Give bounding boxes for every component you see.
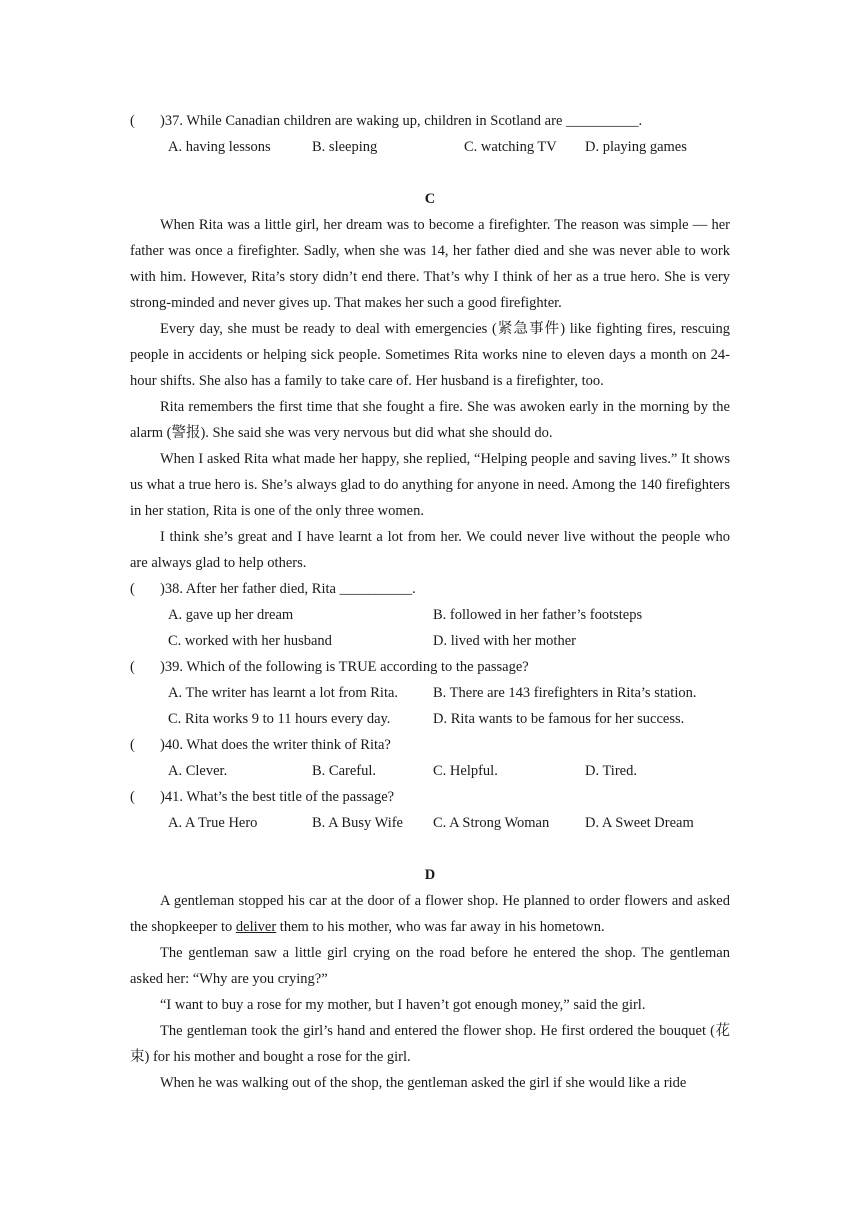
option-c: C. A Strong Woman (433, 815, 550, 831)
option-a: A. The writer has learnt a lot from Rita. (168, 685, 399, 701)
question-41-options (130, 810, 730, 836)
answer-blank[interactable]: ( (130, 659, 135, 675)
passage-d-paragraph-1 (130, 888, 730, 940)
option-c: C. worked with her husband (168, 633, 332, 649)
option-b: B. followed in her father’s footsteps (433, 607, 643, 623)
question-38 (130, 576, 730, 602)
option-d: D. Rita wants to be famous for her success. (433, 711, 685, 727)
passage-c-paragraph-3: Rita remembers the first time that she fought a fire. She was awoken early in the morning by the alarm (警报). She said she was very nervous but did what she should do. (130, 399, 730, 441)
question-40 (130, 732, 730, 758)
passage-c-paragraph-5: I think she’s great and I have learnt a lot from her. We could never live without the people who are always glad to help others. (130, 529, 730, 571)
question-37-options (130, 134, 730, 160)
question-41 (130, 784, 730, 810)
option-a: A. A True Hero (168, 815, 258, 831)
question-38-options-row-1 (130, 602, 730, 628)
passage-c-paragraph-1: When Rita was a little girl, her dream was to become a firefighter. The reason was simple — her father was once a firefighter. Sadly, when she was 14, her father died and she was never able to work with him. However, Rita’s story didn’t end there. That’s why I think of her as a true hero. She is very strong-minded and never gives up. That makes her such a good firefighter. (130, 217, 730, 311)
question-39-options-row-1 (130, 680, 730, 706)
passage-d-paragraph-3: “I want to buy a rose for my mother, but I haven’t got enough money,” said the girl. (160, 997, 646, 1013)
answer-blank[interactable]: ( (130, 113, 135, 129)
passage-c-paragraph-4: When I asked Rita what made her happy, she replied, “Helping people and saving lives.” It shows us what a true hero is. She’s always glad to do anything for anyone in need. Among the 140 firefighters in her station, Rita is one of the only three women. (130, 451, 730, 519)
option-b: B. Careful. (312, 763, 377, 779)
passage-c-paragraph-2: Every day, she must be ready to deal with emergencies (紧急事件) like fighting fires, rescuing people in accidents or helping sick people. Sometimes Rita works nine to eleven days a month on 24-hour shifts. She also has a family to take care of. Her husband is a firefighter, too. (130, 321, 730, 389)
answer-blank[interactable]: ( (130, 581, 135, 597)
section-c-heading: C (424, 191, 436, 207)
answer-blank[interactable]: ( (130, 737, 135, 753)
option-c: C. Rita works 9 to 11 hours every day. (168, 711, 391, 727)
option-b: B. A Busy Wife (312, 815, 403, 831)
option-b: B. There are 143 firefighters in Rita’s station. (433, 685, 697, 701)
question-39 (130, 654, 730, 680)
option-c: C. watching TV (464, 139, 557, 155)
passage-d-paragraph-5: When he was walking out of the shop, the gentleman asked the girl if she would like a ride (160, 1075, 687, 1091)
option-d: D. lived with her mother (433, 633, 576, 649)
question-37 (130, 108, 730, 134)
underlined-word: deliver (235, 919, 277, 935)
option-a: A. gave up her dream (168, 607, 294, 623)
question-40-options (130, 758, 730, 784)
question-39-options-row-2 (130, 706, 730, 732)
section-d-heading: D (424, 867, 436, 883)
option-b: B. sleeping (312, 139, 378, 155)
question-stem: )38. After her father died, Rita __________. (160, 581, 416, 597)
option-a: A. having lessons (168, 139, 271, 155)
option-d: D. A Sweet Dream (585, 815, 694, 831)
passage-d-paragraph-2: The gentleman saw a little girl crying on the road before he entered the shop. The gentleman asked her: “Why are you crying?” (130, 945, 730, 987)
option-d: D. playing games (585, 139, 687, 155)
option-a: A. Clever. (168, 763, 228, 779)
answer-blank[interactable]: ( (130, 789, 135, 805)
question-stem: )41. What’s the best title of the passage? (160, 789, 395, 805)
exam-page (130, 108, 730, 1096)
option-c: C. Helpful. (433, 763, 498, 779)
passage-d-paragraph-4: The gentleman took the girl’s hand and entered the flower shop. He first ordered the bouquet (花束) for his mother and bought a rose for the girl. (130, 1023, 730, 1065)
paragraph-text: them to his mother, who was far away in his hometown. (276, 919, 605, 935)
option-d: D. Tired. (585, 763, 637, 779)
question-stem: )40. What does the writer think of Rita? (160, 737, 391, 753)
question-stem: )39. Which of the following is TRUE according to the passage? (160, 659, 529, 675)
question-stem: )37. While Canadian children are waking up, children in Scotland are __________. (160, 113, 643, 129)
question-38-options-row-2 (130, 628, 730, 654)
paragraph-text: A gentleman stopped his car at the door of a flower shop. He planned to order flowers and asked the shopkeeper to (130, 893, 730, 935)
